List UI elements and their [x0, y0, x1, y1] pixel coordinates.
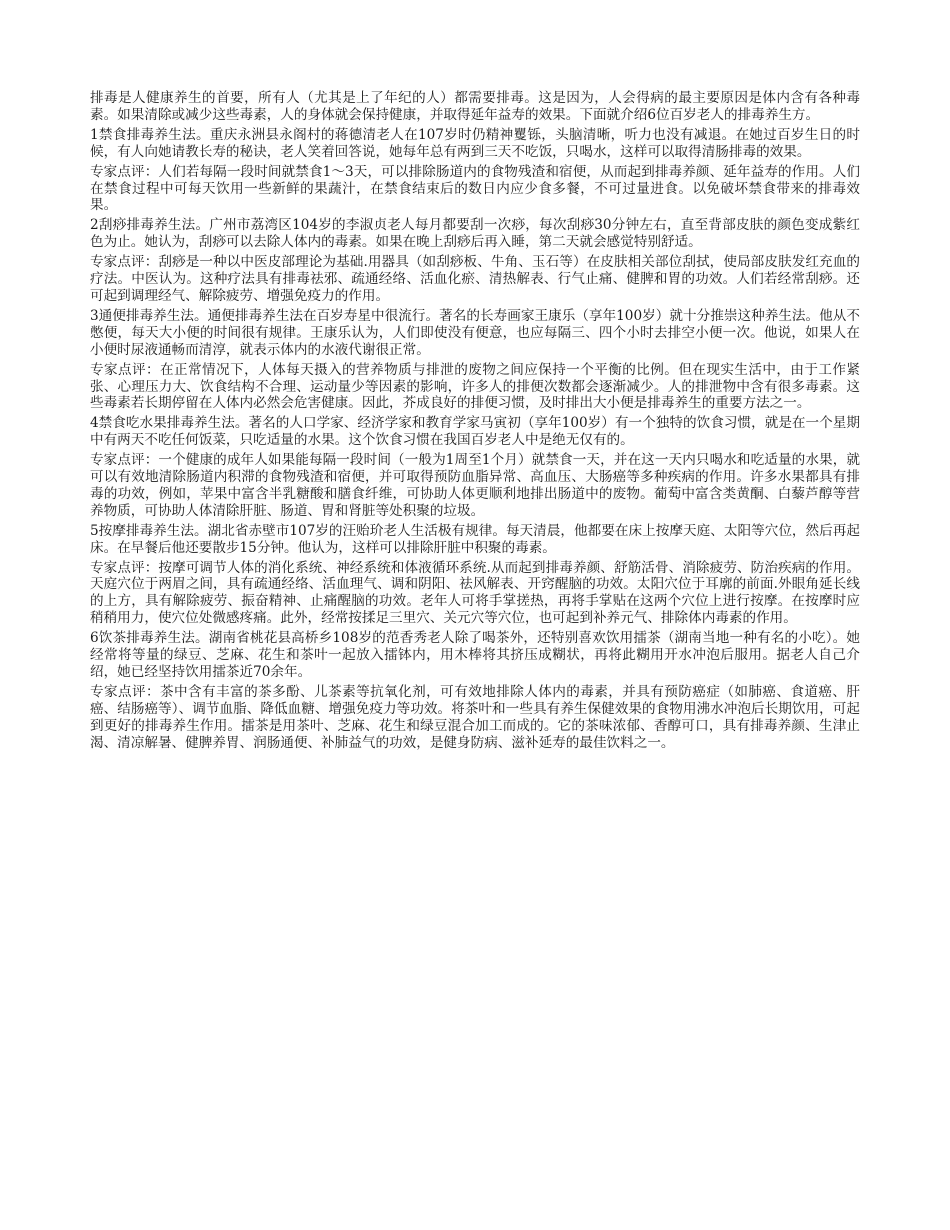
method-3-paragraph: 3通便排毒养生法。通便排毒养生法在百岁寿星中很流行。著名的长寿画家王康乐（享年100岁）就十分推崇这种养生法。他从不憋便，每天大小便的时间很有规律。王康乐认为，人们即使没有便意，也应每隔三、四个小时去排空小便一次。他说，如果人在小便时尿液通畅而清淳，就表示体内的水液代谢很正常。 — [90, 307, 860, 358]
method-5-paragraph: 5按摩排毒养生法。湖北省赤壁市107岁的汪贻玠老人生活极有规律。每天清晨，他都要在床上按摩天庭、太阳等穴位，然后再起床。在早餐后他还要散步15分钟。他认为，这样可以排除肝脏中积聚的毒素。 — [90, 522, 860, 556]
intro-paragraph: 排毒是人健康养生的首要，所有人（尤其是上了年纪的人）都需要排毒。这是因为，人会得病的最主要原因是体内含有各种毒素。如果清除或减少这些毒素，人的身体就会保持健康，并取得延年益寿的效果。下面就介绍6位百岁老人的排毒养生方。 — [90, 90, 860, 123]
expert-comment-4-paragraph: 专家点评：一个健康的成年人如果能每隔一段时间（一般为1周至1个月）就禁食一天，并在这一天内只喝水和吃适量的水果，就可以有效地清除肠道内积滞的食物残渣和宿便，并可取得预防血脂异常、高血压、大肠癌等多种疾病的作用。许多水果都具有排毒的功效，例如，苹果中富含半乳糖酸和膳食纤维，可协助人体更顺利地排出肠道中的废物。葡萄中富含类黄酮、白藜芦醇等营养物质，可协助人体清除肝脏、肠道、胃和肾脏等处积聚的垃圾。 — [90, 452, 860, 519]
expert-comment-1-paragraph: 专家点评：人们若每隔一段时间就禁食1～3天，可以排除肠道内的食物残渣和宿便，从而起到排毒养颜、延年益寿的作用。人们在禁食过程中可每天饮用一些新鲜的果蔬汁，在禁食结束后的数日内应少食多餐，不可过量进食。以免破坏禁食带来的排毒效果。 — [90, 163, 860, 214]
method-1-paragraph: 1禁食排毒养生法。重庆永洲县永阁村的蒋德清老人在107岁时仍精神矍铄，头脑清晰，听力也没有减退。在她过百岁生日的时候，有人向她请教长寿的秘诀，老人笑着回答说，她每年总有两到三天不吃饭，只喝水，这样可以取得清肠排毒的效果。 — [90, 126, 860, 160]
method-4-paragraph: 4禁食吃水果排毒养生法。著名的人口学家、经济学家和教育学家马寅初（享年100岁）有一个独特的饮食习惯，就是在一个星期中有两天不吃任何饭菜，只吃适量的水果。这个饮食习惯在我国百岁老人中是绝无仅有的。 — [90, 415, 860, 449]
expert-comment-2-paragraph: 专家点评：刮痧是一种以中医皮部理论为基础.用器具（如刮痧板、牛角、玉石等）在皮肤相关部位刮拭，使局部皮肤发红充血的疗法。中医认为。这种疗法具有排毒祛邪、疏通经络、活血化瘀、清热解表、行气止痛、健脾和胃的功效。人们若经常刮痧。还可起到调理经气、解除疲劳、增强免疫力的作用。 — [90, 254, 860, 304]
expert-comment-3-paragraph: 专家点评：在正常情况下，人体每天摄入的营养物质与排泄的废物之间应保持一个平衡的比例。但在现实生活中，由于工作紧张、心理压力大、饮食结构不合理、运动量少等因素的影响，许多人的排便次数都会逐渐减少。人的排泄物中含有很多毒素。这些毒素若长期停留在人体内必然会危害健康。因此，芥成良好的排便习惯，及时排出大小便是排毒养生的重要方法之一。 — [90, 361, 860, 412]
expert-comment-5-paragraph: 专家点评：按摩可调节人体的消化系统、神经系统和体液循环系统.从而起到排毒养颜、舒筋活骨、消除疲劳、防治疾病的作用。天庭穴位于两眉之间，具有疏通经络、活血理气、调和阴阳、祛风解表、开窍醒脑的功效。太阳穴位于耳廓的前面.外眼角延长线的上方，具有解除疲劳、振奋精神、止痛醒脑的功效。老年人可将手掌搓热，再将手掌贴在这两个穴位上进行按摩。在按摩时应稍稍用力，使穴位处微感疼痛。此外，经常按揉足三里穴、关元穴等穴位，也可起到补养元气、排除体内毒素的作用。 — [90, 559, 860, 627]
method-2-paragraph: 2刮痧排毒养生法。广州市荔湾区104岁的李淑贞老人每月都要刮一次痧，每次刮痧30分钟左右，直至背部皮肤的颜色变成紫红色为止。她认为，刮痧可以去除人体内的毒素。如果在晚上刮痧后再入睡，第二天就会感觉特别舒适。 — [90, 217, 860, 251]
document-body — [90, 90, 860, 755]
method-6-paragraph: 6饮茶排毒养生法。湖南省桃花县高桥乡108岁的范香秀老人除了喝茶外，还特别喜欢饮用擂茶（湖南当地一种有名的小吃）。她经常将等量的绿豆、芝麻、花生和茶叶一起放入擂钵内，用木棒将其挤压成糊状，再将此糊用开水冲泡后服用。据老人自己介绍，她已经坚持饮用擂茶近70余年。 — [90, 630, 860, 680]
expert-comment-6-paragraph: 专家点评：茶中含有丰富的茶多酚、儿茶素等抗氧化剂，可有效地排除人体内的毒素，并具有预防癌症（如肺癌、食道癌、肝癌、结肠癌等）、调节血脂、降低血糖、增强免疫力等功效。将茶叶和一些具有养生保健效果的食物用沸水冲泡后长期饮用，可起到更好的排毒养生作用。擂茶是用茶叶、芝麻、花生和绿豆混合加工而成的。它的茶味浓郁、香醇可口，具有排毒养颜、生津止渴、清凉解暑、健脾养胃、润肠通便、补肺益气的功效，是健身防病、滋补延寿的最佳饮料之一。 — [90, 683, 860, 751]
